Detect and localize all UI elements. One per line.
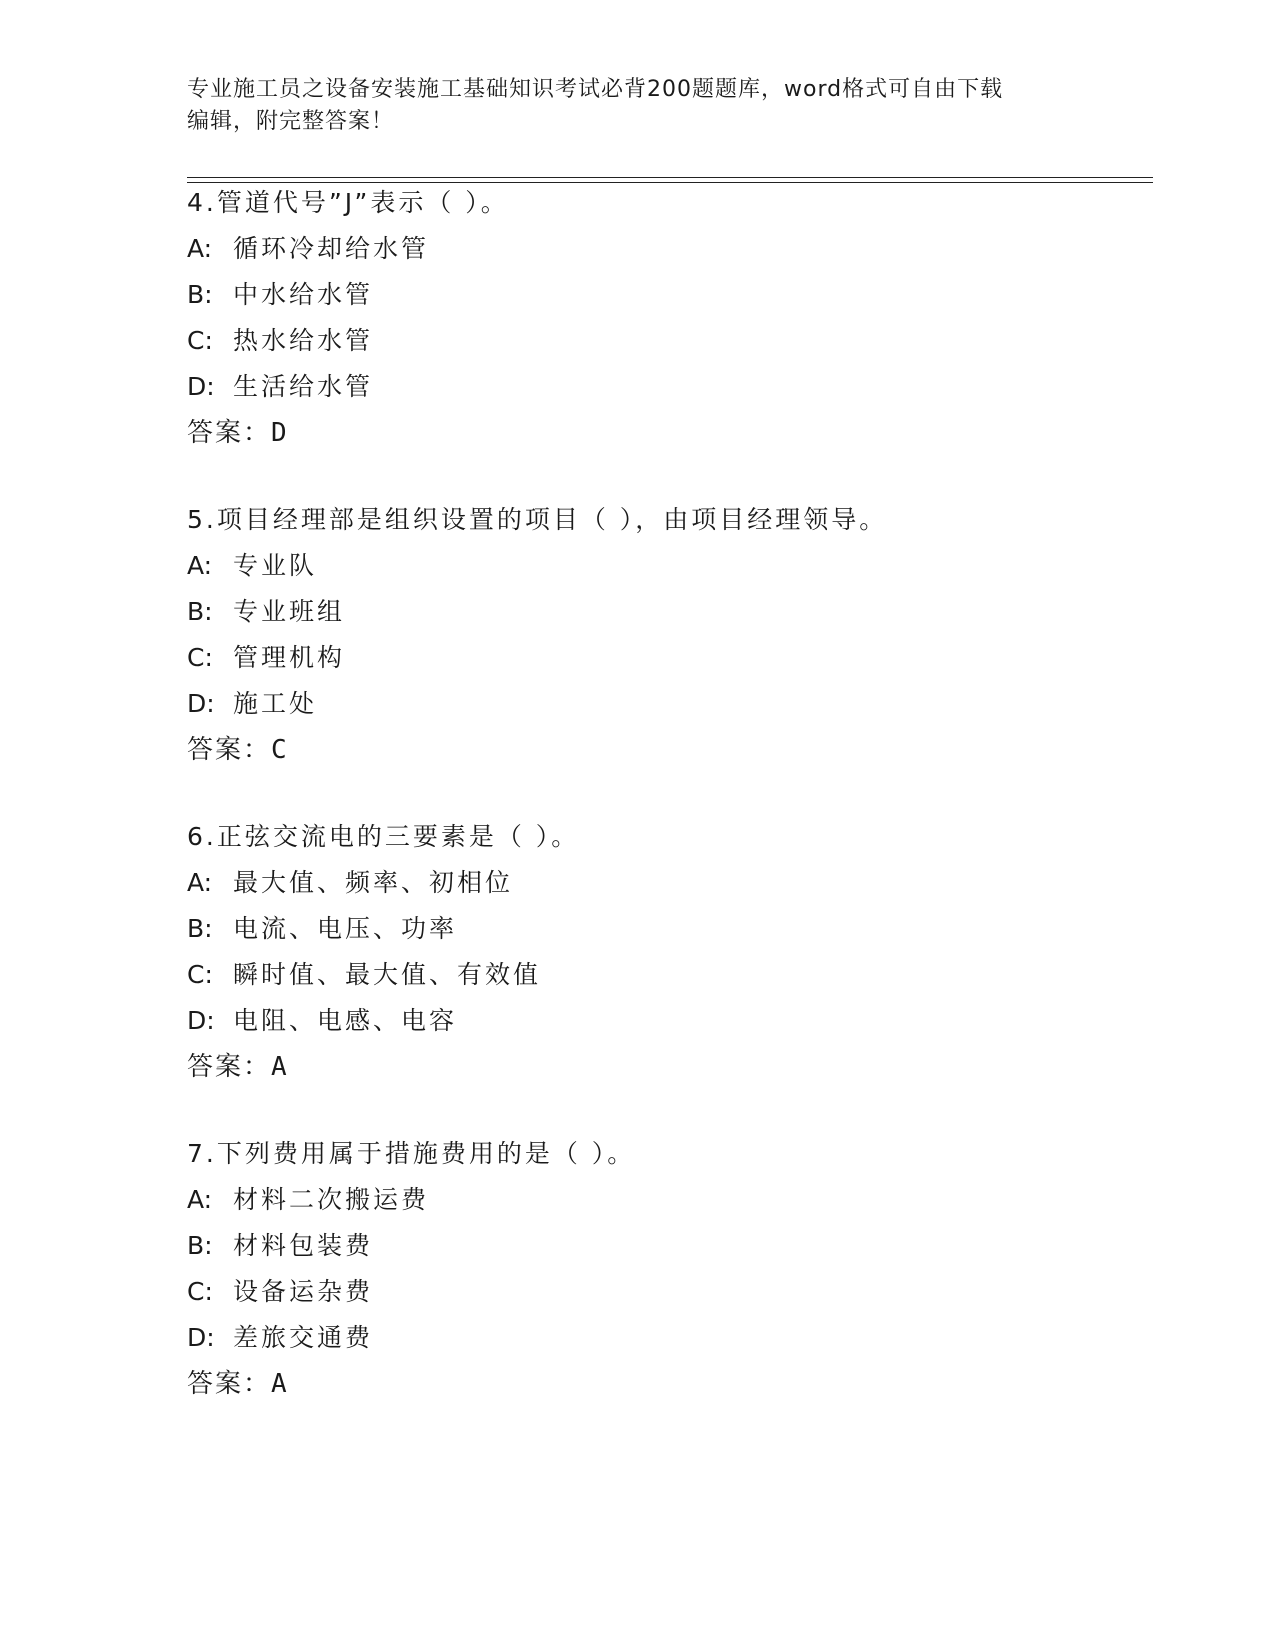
- option-d: [187, 364, 1187, 410]
- option-c: [187, 1269, 1187, 1315]
- option-letter: A:: [187, 1185, 213, 1214]
- answer-line: [187, 1361, 1187, 1407]
- option-letter: D:: [187, 372, 215, 401]
- answer-value: D: [271, 418, 287, 448]
- header-divider-top: [187, 177, 1153, 178]
- option-letter: A:: [187, 551, 213, 580]
- answer-label: 答案：: [187, 418, 272, 448]
- document-header: [187, 74, 1087, 138]
- answer-line: [187, 1044, 1187, 1090]
- option-text: 热水给水管: [233, 326, 374, 355]
- option-text: 管理机构: [233, 643, 346, 672]
- option-c: [187, 952, 1187, 998]
- answer-value: A: [271, 1052, 287, 1082]
- option-text: 最大值、频率、初相位: [233, 868, 514, 897]
- option-text: 差旅交通费: [233, 1323, 374, 1352]
- option-text: 施工处: [233, 689, 318, 718]
- option-text: 专业班组: [233, 597, 346, 626]
- answer-line: [187, 410, 1187, 456]
- header-line-1: 专业施工员之设备安装施工基础知识考试必背200题题库，word格式可自由下载: [187, 77, 1004, 102]
- question-text: 6.正弦交流电的三要素是（ ）。: [187, 822, 580, 851]
- option-letter: B:: [187, 597, 213, 626]
- option-c: [187, 318, 1187, 364]
- option-letter: B:: [187, 280, 213, 309]
- option-c: [187, 635, 1187, 681]
- question-block: [187, 814, 1187, 1090]
- option-a: [187, 226, 1187, 272]
- option-text: 电流、电压、功率: [233, 914, 458, 943]
- question-text: 5.项目经理部是组织设置的项目（ ），由项目经理领导。: [187, 505, 888, 534]
- option-letter: B:: [187, 1231, 213, 1260]
- question-text: 4.管道代号”J”表示（ ）。: [187, 188, 509, 217]
- option-text: 设备运杂费: [233, 1277, 374, 1306]
- option-text: 专业队: [233, 551, 318, 580]
- option-letter: D:: [187, 1323, 215, 1352]
- option-text: 电阻、电感、电容: [233, 1006, 458, 1035]
- option-b: [187, 906, 1187, 952]
- option-letter: C:: [187, 643, 213, 672]
- option-letter: A:: [187, 868, 213, 897]
- answer-label: 答案：: [187, 1369, 272, 1399]
- option-text: 材料包装费: [233, 1231, 374, 1260]
- option-letter: D:: [187, 689, 215, 718]
- option-letter: A:: [187, 234, 213, 263]
- question-block: [187, 497, 1187, 773]
- option-d: [187, 1315, 1187, 1361]
- answer-label: 答案：: [187, 1052, 272, 1082]
- answer-value: A: [271, 1369, 287, 1399]
- option-text: 生活给水管: [233, 372, 374, 401]
- option-a: [187, 543, 1187, 589]
- question-text: 7.下列费用属于措施费用的是（ ）。: [187, 1139, 636, 1168]
- header-line-2: 编辑，附完整答案！: [187, 109, 395, 134]
- option-b: [187, 1223, 1187, 1269]
- option-letter: C:: [187, 960, 213, 989]
- option-letter: B:: [187, 914, 213, 943]
- option-a: [187, 1177, 1187, 1223]
- option-b: [187, 272, 1187, 318]
- option-text: 材料二次搬运费: [233, 1185, 430, 1214]
- answer-line: [187, 727, 1187, 773]
- option-a: [187, 860, 1187, 906]
- option-text: 循环冷却给水管: [233, 234, 430, 263]
- option-letter: C:: [187, 1277, 213, 1306]
- option-d: [187, 998, 1187, 1044]
- question-block: [187, 180, 1187, 456]
- option-b: [187, 589, 1187, 635]
- option-letter: D:: [187, 1006, 215, 1035]
- answer-label: 答案：: [187, 735, 272, 765]
- answer-value: C: [271, 735, 287, 765]
- option-text: 中水给水管: [233, 280, 374, 309]
- option-letter: C:: [187, 326, 213, 355]
- option-d: [187, 681, 1187, 727]
- question-block: [187, 1131, 1187, 1407]
- option-text: 瞬时值、最大值、有效值: [233, 960, 542, 989]
